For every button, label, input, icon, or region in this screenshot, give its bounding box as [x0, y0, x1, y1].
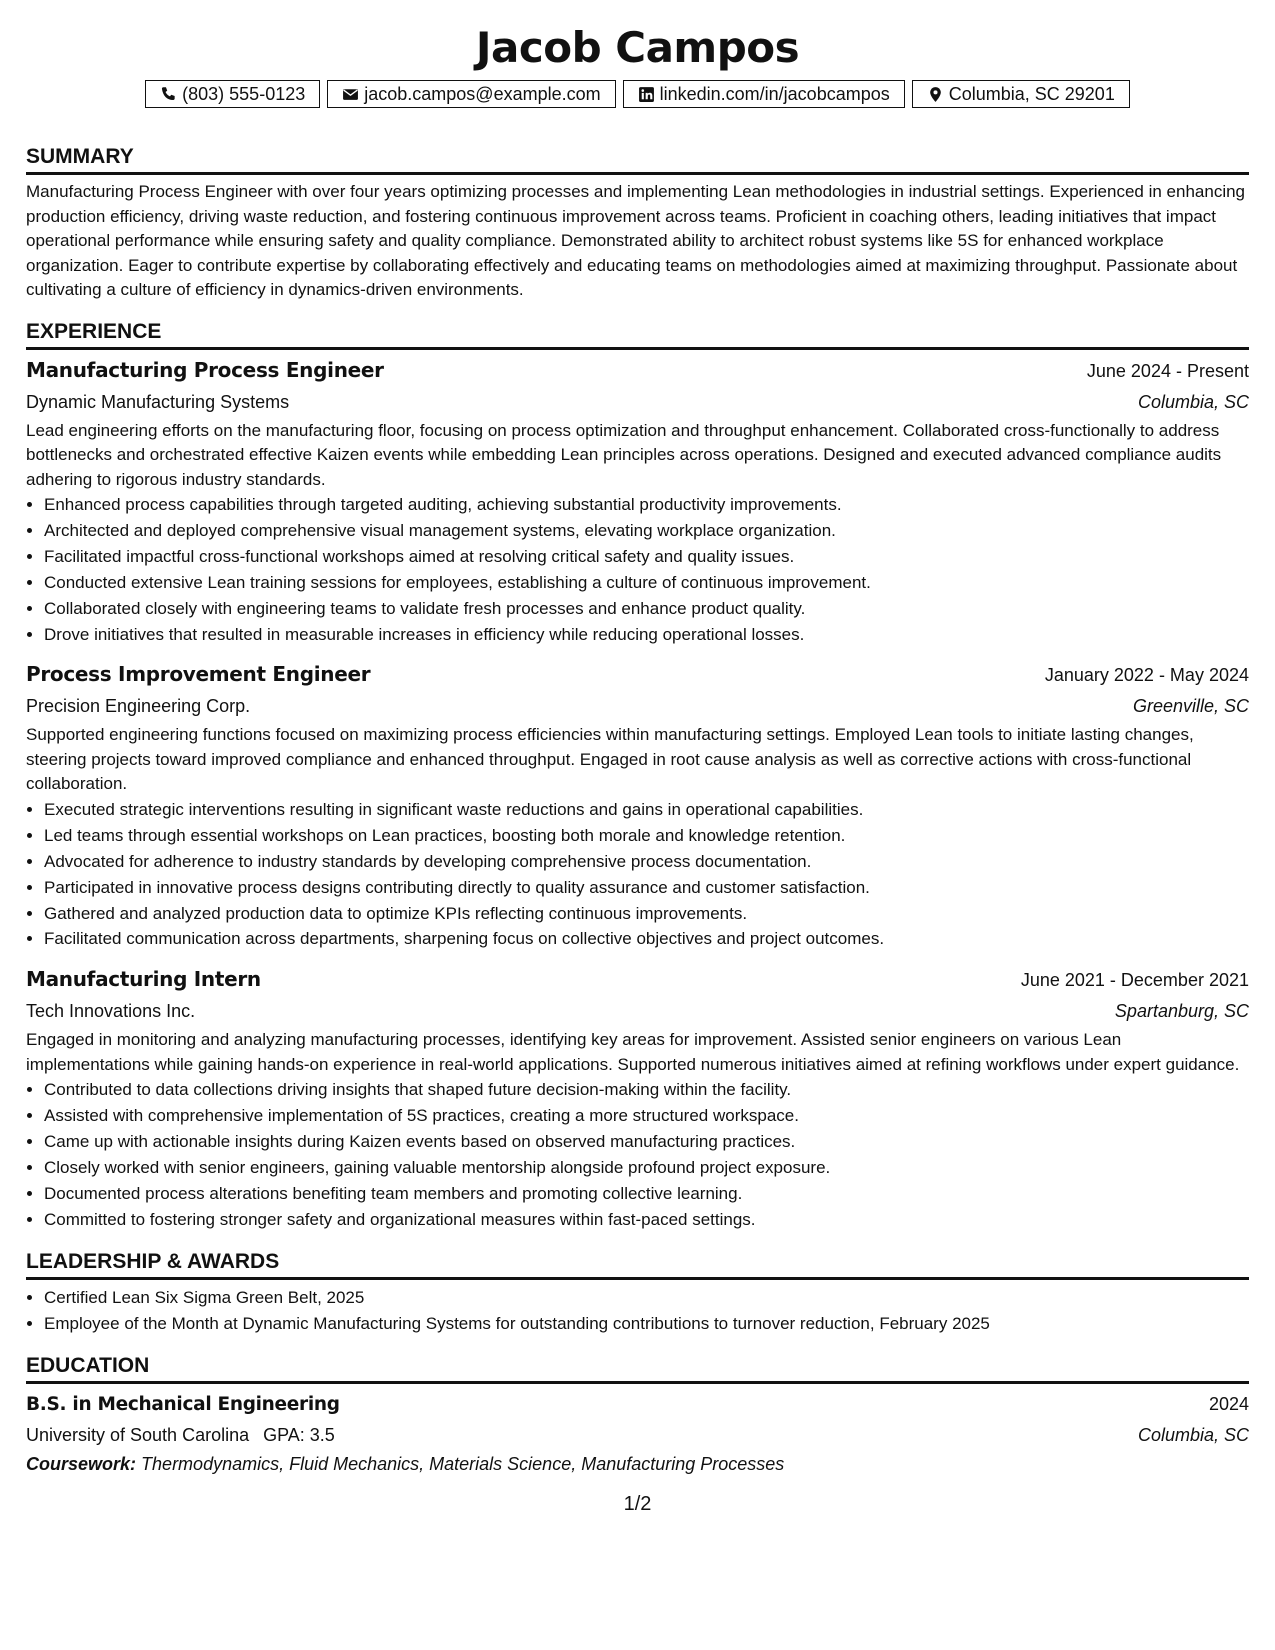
map-pin-icon — [927, 86, 944, 103]
job-bullet: • Facilitated impactful cross-functional workshops aimed at resolving critical safety and quality issues. — [44, 544, 1249, 570]
job-bullet: • Committed to fostering stronger safety and organizational measures within fast-paced settings. — [44, 1207, 1249, 1233]
contact-phone[interactable] — [145, 80, 320, 108]
contact-location-text: Columbia, SC 29201 — [948, 83, 1115, 104]
leadership-section — [26, 1249, 1249, 1337]
gpa: GPA: 3.5 — [263, 1424, 335, 1445]
job-bullet: • Enhanced process capabilities through targeted auditing, achieving substantial productivity improvements. — [44, 492, 1249, 518]
job-bullet: • Gathered and analyzed production data to optimize KPIs reflecting continuous improvements. — [44, 901, 1249, 927]
section-heading-leadership: LEADERSHIP & AWARDS — [26, 1249, 1249, 1280]
job-dates: January 2022 - May 2024 — [1044, 665, 1249, 686]
job-bullet: • Architected and deployed comprehensive visual management systems, elevating workplace organization. — [44, 518, 1249, 544]
candidate-name: Jacob Campos — [475, 23, 800, 72]
section-heading-education: EDUCATION — [26, 1353, 1249, 1384]
job-bullet: • Contributed to data collections driving insights that shaped future decision-making within the facility. — [44, 1077, 1249, 1103]
coursework-line — [26, 1450, 1249, 1479]
leadership-item: • Certified Lean Six Sigma Green Belt, 2025 — [44, 1285, 1249, 1311]
coursework-list: Thermodynamics, Fluid Mechanics, Materials Science, Manufacturing Processes — [141, 1453, 785, 1474]
school-location: Columbia, SC — [1137, 1424, 1249, 1445]
job-bullet: • Participated in innovative process designs contributing directly to quality assurance and customer satisfaction. — [44, 875, 1249, 901]
job-company: Tech Innovations Inc. — [26, 1001, 196, 1022]
degree-title: B.S. in Mechanical Engineering — [26, 1393, 340, 1415]
leadership-list — [26, 1285, 1249, 1337]
job-bullet: • Closely worked with senior engineers, gaining valuable mentorship alongside profound project exposure. — [44, 1155, 1249, 1181]
education-section — [26, 1353, 1249, 1479]
contact-linkedin[interactable] — [623, 80, 905, 108]
job-entry — [26, 964, 1249, 1232]
phone-icon — [160, 86, 177, 103]
job-bullet: • Facilitated communication across departments, sharpening focus on collective objectives and project outcomes. — [44, 926, 1249, 952]
job-description: Lead engineering efforts on the manufacturing floor, focusing on process optimization and throughput enhancement. Collaborated cross-functionally to address bottlenecks and orchestrated effective Kaizen events while embedding Lean principles across operations. Designed and executed advanced compliance audits adhering to rigorous industry standards. — [26, 420, 1222, 489]
job-title: Manufacturing Process Engineer — [26, 357, 384, 382]
school-line — [26, 1420, 335, 1450]
coursework-label: Coursework: — [26, 1453, 137, 1474]
contact-bar — [26, 80, 1249, 108]
job-bullets — [26, 1077, 1249, 1232]
page-number: 1/2 — [623, 1493, 652, 1515]
envelope-icon — [342, 86, 359, 103]
job-bullet: • Collaborated closely with engineering teams to validate fresh processes and enhance product quality. — [44, 596, 1249, 622]
job-title: Process Improvement Engineer — [26, 662, 371, 687]
job-company: Precision Engineering Corp. — [26, 696, 251, 717]
degree-year: 2024 — [1208, 1393, 1249, 1414]
job-bullet: • Conducted extensive Lean training sessions for employees, establishing a culture of continuous improvement. — [44, 570, 1249, 596]
contact-email-text: jacob.campos@example.com — [364, 83, 601, 104]
job-bullet: • Documented process alterations benefiting team members and promoting collective learning. — [44, 1181, 1249, 1207]
job-bullets — [26, 492, 1249, 647]
job-company: Dynamic Manufacturing Systems — [26, 391, 290, 412]
school-name: University of South Carolina — [26, 1424, 250, 1445]
job-location: Greenville, SC — [1132, 696, 1249, 717]
job-dates: June 2021 - December 2021 — [1020, 970, 1249, 991]
job-location: Spartanburg, SC — [1114, 1001, 1249, 1022]
experience-section — [26, 319, 1249, 1233]
contact-email[interactable] — [327, 80, 615, 108]
section-heading-summary: SUMMARY — [26, 144, 1249, 175]
job-bullet: • Drove initiatives that resulted in measurable increases in efficiency while reducing operational losses. — [44, 622, 1249, 648]
job-description: Supported engineering functions focused on maximizing process efficiencies within manufacturing settings. Employed Lean tools to initiate lasting changes, steering projects toward improved compliance and enhanced throughput. Engaged in root cause analysis as well as corrective actions with cross-functional collaboration. — [26, 725, 1194, 794]
contact-location[interactable] — [912, 80, 1130, 108]
linkedin-icon — [638, 86, 655, 103]
job-bullet: • Led teams through essential workshops on Lean practices, boosting both morale and knowledge retention. — [44, 823, 1249, 849]
job-entry — [26, 355, 1249, 648]
job-bullet: • Came up with actionable insights during Kaizen events based on observed manufacturing practices. — [44, 1129, 1249, 1155]
job-bullet: • Assisted with comprehensive implementation of 5S practices, creating a more structured workspace. — [44, 1103, 1249, 1129]
job-bullet: • Advocated for adherence to industry standards by developing comprehensive process documentation. — [44, 849, 1249, 875]
job-description: Engaged in monitoring and analyzing manufacturing processes, identifying key areas for improvement. Assisted senior engineers on various Lean implementations while gaining hands-on experience in real-world applications. Supported numerous initiatives aimed at refining workflows under expert guidance. — [26, 1030, 1240, 1074]
job-dates: June 2024 - Present — [1086, 360, 1249, 381]
section-heading-experience: EXPERIENCE — [26, 319, 1249, 350]
contact-phone-text: (803) 555-0123 — [182, 83, 306, 104]
job-bullet: • Executed strategic interventions resulting in significant waste reductions and gains in operational capabilities. — [44, 797, 1249, 823]
summary-text: Manufacturing Process Engineer with over four years optimizing processes and implementing Lean methodologies in industrial settings. Experienced in enhancing production efficiency, driving waste reduction, and fostering continuous improvement across teams. Proficient in coaching others, leading initiatives that impact operational performance while ensuring safety and quality compliance. Demonstrated ability to architect robust systems like 5S for enhanced workplace organization. Eager to contribute expertise by collaborating effectively and educating teams on methodologies aimed at maximizing throughput. Passionate about cultivating a culture of efficiency in dynamics-driven environments. — [26, 182, 1246, 299]
job-location: Columbia, SC — [1137, 391, 1249, 412]
leadership-item: • Employee of the Month at Dynamic Manufacturing Systems for outstanding contributions to turnover reduction, February 2025 — [44, 1311, 1249, 1337]
summary-section — [26, 144, 1249, 303]
job-bullets — [26, 797, 1249, 952]
contact-linkedin-text: linkedin.com/in/jacobcampos — [659, 83, 890, 104]
job-entry — [26, 659, 1249, 952]
job-title: Manufacturing Intern — [26, 967, 261, 992]
